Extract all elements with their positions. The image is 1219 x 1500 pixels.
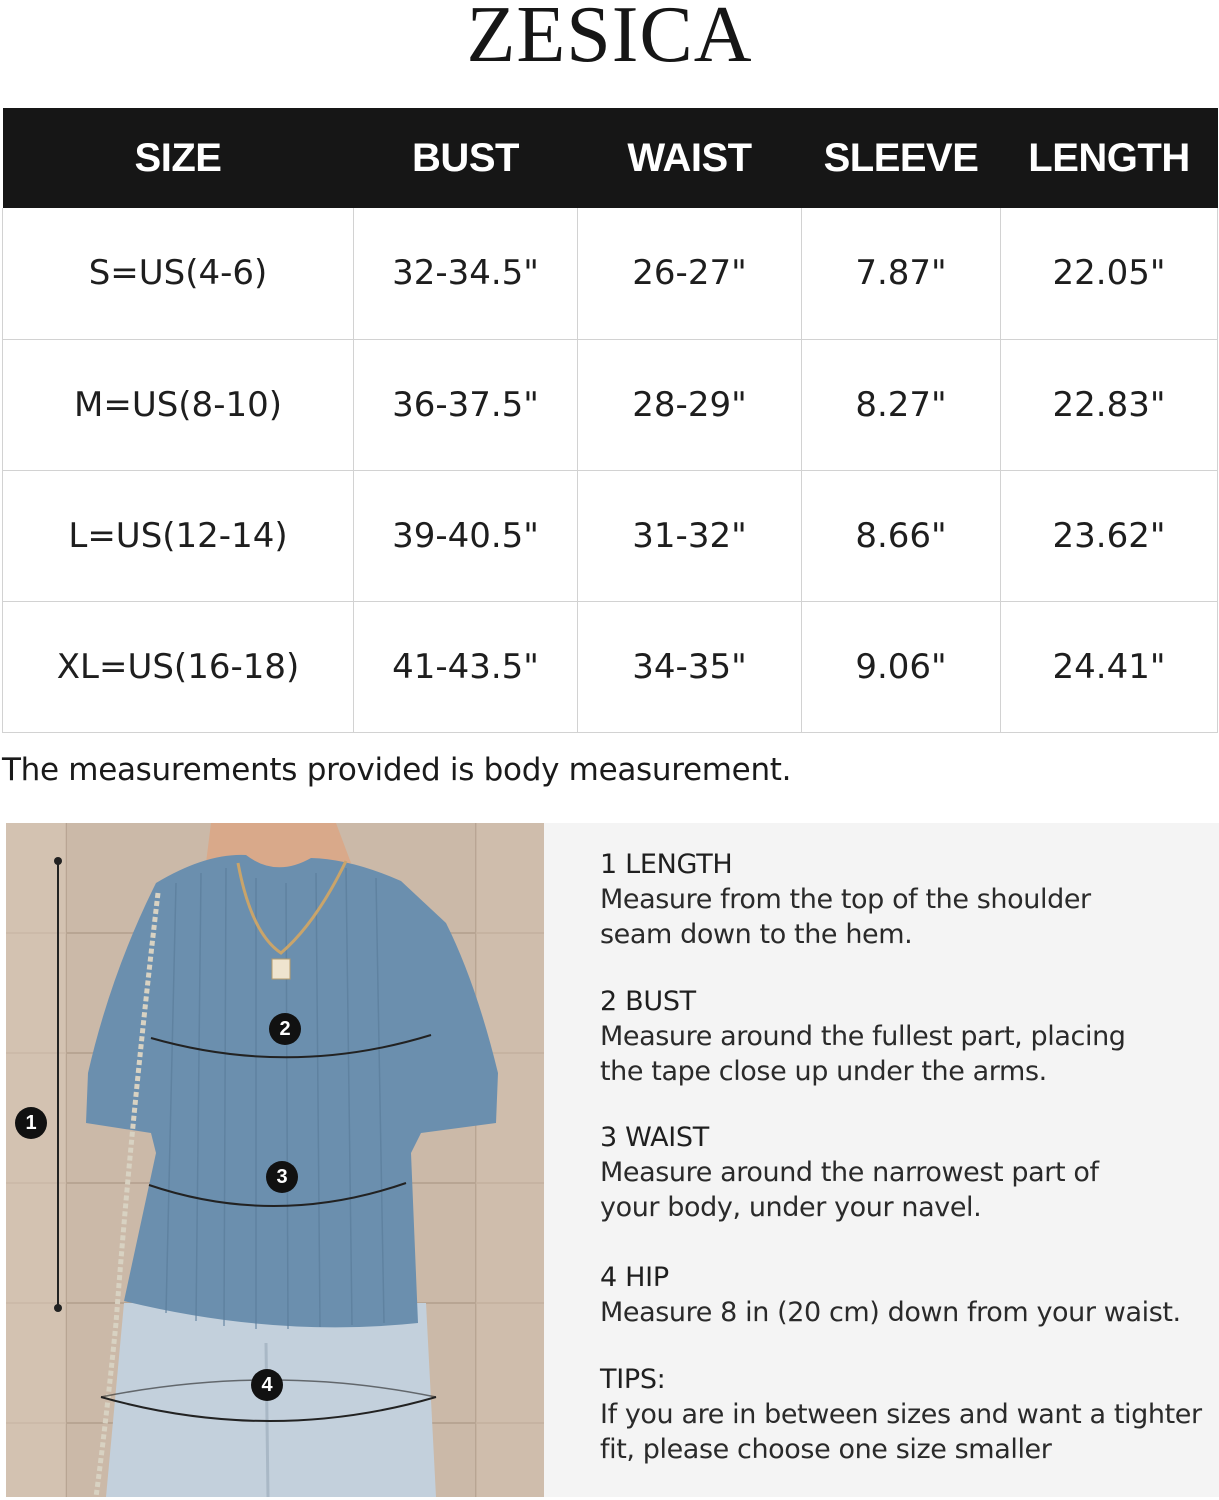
guide-text-line: the tape close up under the arms. — [600, 1056, 1047, 1087]
header-size: SIZE — [3, 108, 354, 208]
guide-text-line: fit, please choose one size smaller — [600, 1434, 1052, 1465]
cell-size: L=US(12-14) — [3, 470, 354, 601]
cell-length: 22.83" — [1001, 339, 1218, 470]
cell-sleeve: 7.87" — [802, 208, 1001, 339]
cell-sleeve: 8.27" — [802, 339, 1001, 470]
guide-text-line: Measure around the narrowest part of — [600, 1157, 1099, 1188]
cell-sleeve: 9.06" — [802, 601, 1001, 732]
cell-length: 22.05" — [1001, 208, 1218, 339]
pendant — [272, 959, 290, 979]
guide-text-line: Measure around the fullest part, placing — [600, 1021, 1126, 1052]
guide-text-line: Measure from the top of the shoulder — [600, 884, 1091, 915]
cell-waist: 31-32" — [578, 470, 802, 601]
guide-waist — [600, 1121, 1212, 1225]
header-length: LENGTH — [1001, 108, 1218, 208]
cell-size: M=US(8-10) — [3, 339, 354, 470]
size-chart-table — [2, 108, 1218, 733]
cell-bust: 39-40.5" — [354, 470, 578, 601]
guide-text-line: If you are in between sizes and want a tighter — [600, 1399, 1202, 1430]
header-sleeve: SLEEVE — [802, 108, 1001, 208]
cell-waist: 34-35" — [578, 601, 802, 732]
guide-tips — [600, 1363, 1212, 1467]
marker-4: 4 — [251, 1369, 283, 1401]
header-waist: WAIST — [578, 108, 802, 208]
cell-waist: 26-27" — [578, 208, 802, 339]
marker-1: 1 — [15, 1107, 47, 1139]
cell-bust: 41-43.5" — [354, 601, 578, 732]
brand-logo: ZESICA — [466, 0, 753, 79]
cell-bust: 32-34.5" — [354, 208, 578, 339]
model-photo — [6, 823, 544, 1497]
guide-text-line: your body, under your navel. — [600, 1192, 982, 1223]
table-row — [3, 208, 1218, 339]
guide-heading: 1 LENGTH — [600, 849, 733, 880]
cell-waist: 28-29" — [578, 339, 802, 470]
table-row — [3, 339, 1218, 470]
guide-heading: 2 BUST — [600, 986, 696, 1017]
guide-heading: TIPS: — [600, 1364, 666, 1395]
guide-bust — [600, 985, 1212, 1089]
cell-bust: 36-37.5" — [354, 339, 578, 470]
cell-size: XL=US(16-18) — [3, 601, 354, 732]
guide-heading: 4 HIP — [600, 1262, 669, 1293]
cell-length: 24.41" — [1001, 601, 1218, 732]
table-row — [3, 601, 1218, 732]
table-header-row — [3, 108, 1218, 208]
cell-length: 23.62" — [1001, 470, 1218, 601]
guide-text-line: seam down to the hem. — [600, 919, 913, 950]
guide-hip — [600, 1261, 1212, 1330]
table-row — [3, 470, 1218, 601]
marker-3: 3 — [266, 1161, 298, 1193]
marker-2: 2 — [269, 1013, 301, 1045]
guide-length — [600, 848, 1212, 952]
guide-text-line: Measure 8 in (20 cm) down from your waist. — [600, 1297, 1181, 1328]
guide-heading: 3 WAIST — [600, 1122, 709, 1153]
cell-size: S=US(4-6) — [3, 208, 354, 339]
measurement-note: The measurements provided is body measurement. — [2, 752, 792, 788]
cell-sleeve: 8.66" — [802, 470, 1001, 601]
measuring-guide — [544, 823, 1219, 1497]
header-bust: BUST — [354, 108, 578, 208]
